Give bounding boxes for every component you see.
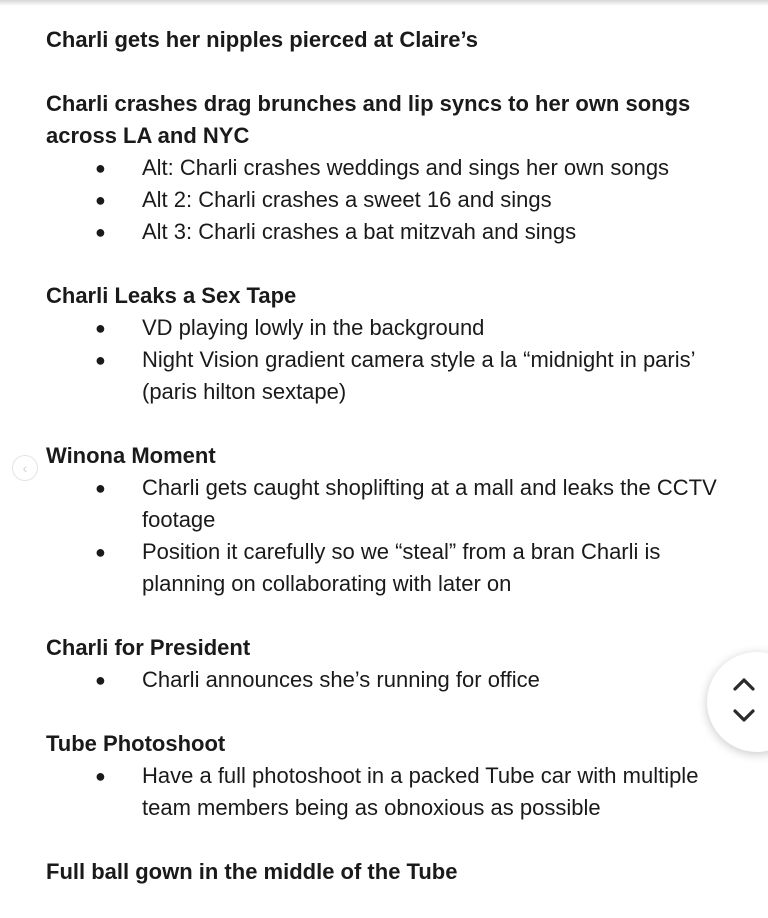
section-spacer	[46, 600, 746, 632]
list-item-text: Charli announces she’s running for office	[142, 667, 540, 692]
list-item-text: VD playing lowly in the background	[142, 315, 485, 340]
section	[46, 856, 746, 888]
bullet-icon: ●	[95, 670, 106, 690]
list-item	[46, 760, 746, 824]
bullet-icon: ●	[95, 478, 106, 498]
list-item	[46, 184, 746, 216]
section	[46, 440, 746, 600]
list-item-text: Charli gets caught shoplifting at a mall and leaks the CCTV footage	[142, 475, 717, 532]
section-spacer	[46, 408, 746, 440]
bullet-icon: ●	[95, 766, 106, 786]
list-item-text: Alt 3: Charli crashes a bat mitzvah and sings	[142, 219, 577, 244]
bullet-icon: ●	[95, 350, 106, 370]
section	[46, 24, 746, 56]
bullet-icon: ●	[95, 222, 106, 242]
list-item-text: Position it carefully so we “steal” from a bran Charli is planning on collaborating with later on	[142, 539, 661, 596]
bullet-list	[46, 152, 746, 248]
section-heading: Winona Moment	[46, 443, 216, 468]
section-heading: Charli gets her nipples pierced at Claire’s	[46, 27, 478, 52]
chevron-up-icon[interactable]	[731, 672, 757, 698]
bullet-list	[46, 760, 746, 824]
section	[46, 632, 746, 696]
section-spacer	[46, 696, 746, 728]
section-heading: Full ball gown in the middle of the Tube	[46, 859, 458, 884]
section	[46, 280, 746, 408]
section	[46, 728, 746, 824]
section-spacer	[46, 56, 746, 88]
section-spacer	[46, 248, 746, 280]
bullet-icon: ●	[95, 318, 106, 338]
bullet-list	[46, 664, 746, 696]
chevron-left-icon: ‹	[22, 460, 28, 476]
list-item-text: Alt: Charli crashes weddings and sings her own songs	[142, 155, 670, 180]
bullet-icon: ●	[95, 542, 106, 562]
list-item	[46, 536, 746, 600]
section-heading: Charli for President	[46, 635, 251, 660]
list-item	[46, 216, 746, 248]
section-heading: Charli Leaks a Sex Tape	[46, 283, 297, 308]
list-item	[46, 312, 746, 344]
bullet-icon: ●	[95, 158, 106, 178]
bullet-list	[46, 312, 746, 408]
document-body	[46, 24, 746, 888]
list-item	[46, 664, 746, 696]
list-item	[46, 344, 746, 408]
section	[46, 88, 746, 248]
bullet-icon: ●	[95, 190, 106, 210]
list-item-text: Have a full photoshoot in a packed Tube car with multiple team members being as obnoxious as possible	[142, 763, 699, 820]
chevron-down-icon[interactable]	[731, 702, 757, 728]
section-heading: Tube Photoshoot	[46, 731, 226, 756]
section-heading: Charli crashes drag brunches and lip syncs to her own songs across LA and NYC	[46, 91, 691, 148]
previous-page-button[interactable]	[12, 455, 38, 481]
list-item-text: Alt 2: Charli crashes a sweet 16 and sings	[142, 187, 552, 212]
list-item-text: Night Vision gradient camera style a la “midnight in paris’ (paris hilton sextape)	[142, 347, 695, 404]
list-item	[46, 152, 746, 184]
section-spacer	[46, 824, 746, 856]
list-item	[46, 472, 746, 536]
bullet-list	[46, 472, 746, 600]
top-shadow	[0, 0, 768, 6]
